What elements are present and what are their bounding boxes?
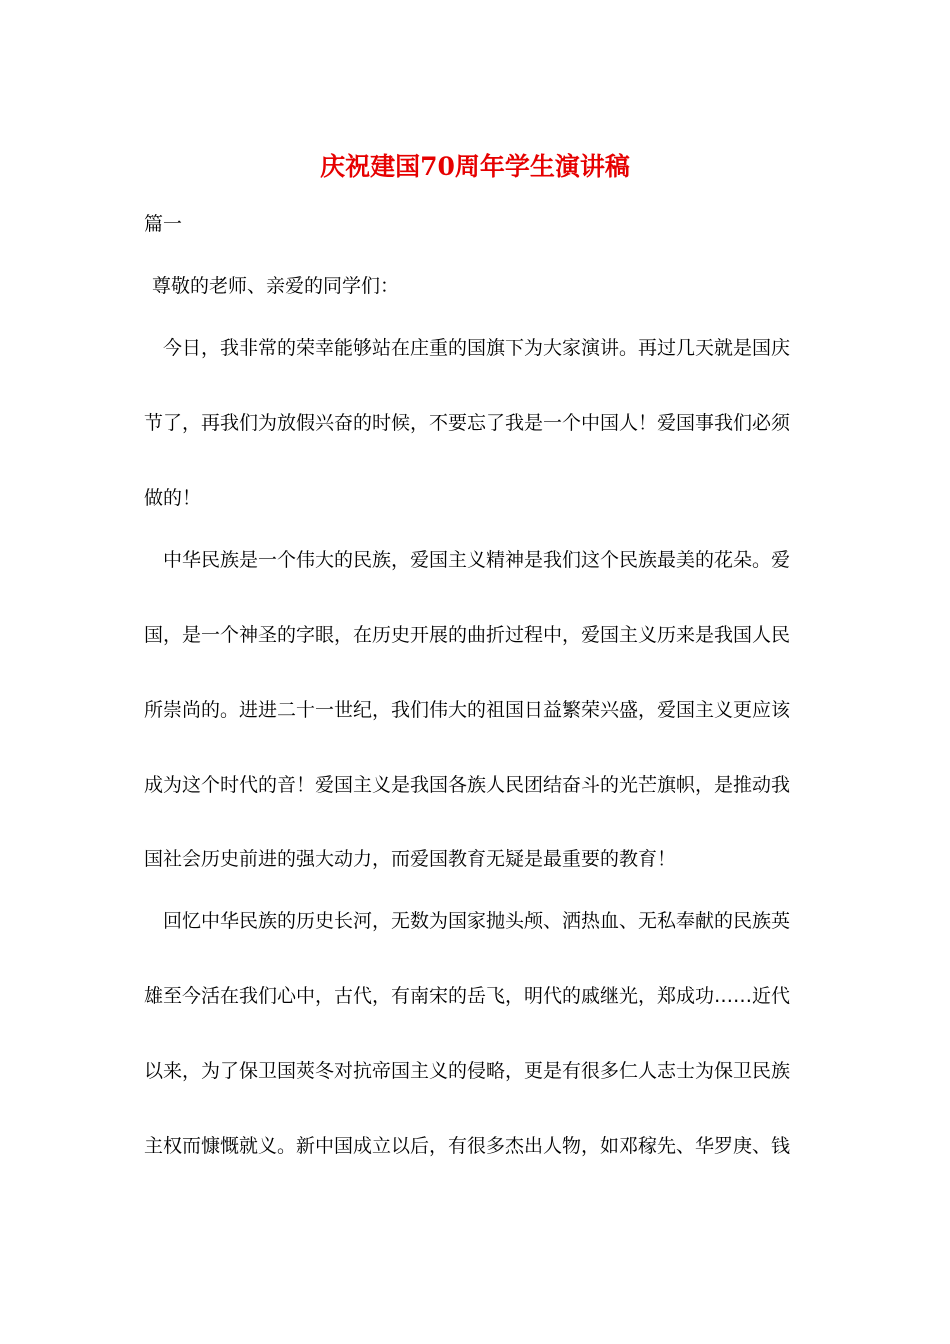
paragraph-line: 国社会历史前进的强大动力，而爱国教育无疑是最重要的教育！	[144, 848, 677, 870]
paragraph-line: 节了，再我们为放假兴奋的时候，不要忘了我是一个中国人！爱国事我们必须	[144, 412, 791, 434]
section-label: 篇一	[144, 213, 183, 235]
paragraph-line: 国，是一个神圣的字眼，在历史开展的曲折过程中，爱国主义历来是我国人民	[144, 624, 791, 646]
paragraph-line: 以来，为了保卫国莢冬对抗帝国主义的侵略，更是有很多仁人志士为保卫民族	[144, 1060, 791, 1082]
paragraph-line: 成为这个时代的音！爱国主义是我国各族人民团结奋斗的光芒旗帜，是推动我	[144, 774, 791, 796]
paragraph-line: 雄至今活在我们心中，古代，有南宋的岳飞，明代的戚继光，郑成功……近代	[144, 985, 791, 1007]
salutation: 尊敬的老师、亲爱的同学们：	[152, 275, 400, 297]
paragraph-line: 主权而慷慨就义。新中国成立以后，有很多杰出人物，如邓稼先、华罗庚、钱	[144, 1135, 791, 1157]
paragraph-line: 做的！	[144, 487, 202, 509]
paragraph-line: 回忆中华民族的历史长河，无数为国家抛头颅、洒热血、无私奉献的民族英	[163, 910, 791, 932]
paragraph-line: 中华民族是一个伟大的民族，爱国主义精神是我们这个民族最美的花朵。爱	[163, 549, 791, 571]
document-title: 庆祝建国70周年学生演讲稿	[320, 152, 630, 181]
paragraph-line: 所崇尚的。进进二十一世纪，我们伟大的祖国日益繁荣兴盛，爱国主义更应该	[144, 699, 791, 721]
paragraph-line: 今日，我非常的荣幸能够站在庄重的国旗下为大家演讲。再过几天就是国庆	[163, 337, 791, 359]
